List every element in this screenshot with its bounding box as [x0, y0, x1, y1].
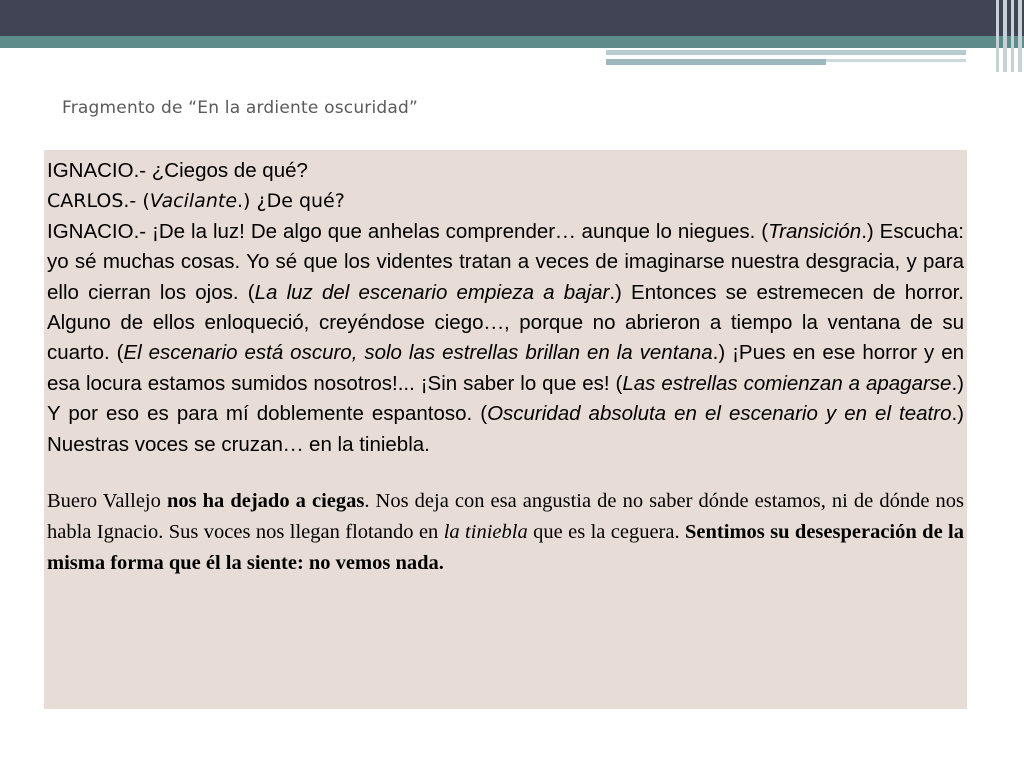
- header-accent-line: [606, 59, 826, 65]
- commentary-emphasis: Sentimos su desesperación de la misma forma que él la siente: no vemos nada.: [47, 521, 965, 575]
- ellipsis: …: [282, 433, 304, 456]
- speaker-carlos: CARLOS.- (: [47, 190, 150, 213]
- carlos-question: .) ¿De qué?: [237, 190, 345, 213]
- dialogue-line-carlos: [47, 186, 964, 216]
- header-accent-line: [606, 50, 966, 55]
- commentary-text: que es la ceguera.: [527, 521, 686, 544]
- dialogue-text-segment: .) Nuestras voces se cruzan: [47, 402, 964, 456]
- dialogue-text-segment: en la tiniebla.: [303, 432, 430, 456]
- stage-direction: Vacilante: [149, 190, 238, 213]
- ellipsis: …: [483, 312, 505, 335]
- stage-direction: La luz del escenario empieza a bajar: [254, 280, 610, 304]
- stage-direction: Las estrellas comienzan a apagarse: [622, 371, 952, 395]
- slide-title: Fragmento de “En la ardiente oscuridad”: [62, 98, 419, 118]
- dialogue-text-segment: , porque no abrieron a tiempo la ventana de su cuarto. (: [47, 311, 964, 365]
- dialogue-text-segment: IGNACIO.- ¡De la luz! De algo que anhelas comprender: [47, 219, 556, 243]
- dialogue-text-segment: .) Y por eso es para mí doblemente espantoso. (: [47, 371, 964, 426]
- commentary-italic: la tiniebla: [443, 521, 528, 544]
- stage-direction: El escenario está oscuro, solo las estrellas brillan en la ventana: [123, 341, 713, 365]
- stage-direction: Oscuridad absoluta en el escenario y en el teatro: [487, 402, 952, 426]
- dialogue-text-segment: .) ¡Pues en ese horror y en esa locura estamos sumidos nosotros!... ¡Sin saber lo que es! (: [47, 341, 965, 395]
- dialogue-text-segment: .) Entonces se estremecen de horror. Alguno de ellos enloqueció, creyéndose ciego: [47, 280, 964, 335]
- commentary-text: Buero Vallejo: [47, 490, 167, 513]
- header-accent-line: [826, 59, 966, 62]
- ellipsis: …: [555, 220, 576, 243]
- commentary-emphasis: nos ha dejado a ciegas: [166, 490, 365, 513]
- stage-direction: Transición: [768, 219, 862, 243]
- dialogue-line-ignacio: IGNACIO.- ¿Ciegos de qué?: [47, 159, 308, 182]
- header-band-dark: [0, 0, 1024, 36]
- content-box: [44, 150, 967, 709]
- header-band-teal: [0, 36, 1024, 48]
- header-vertical-bars: [994, 0, 1024, 72]
- dialogue-text-segment: aunque lo niegues. (: [575, 219, 769, 243]
- dialogue-text: [47, 156, 964, 460]
- commentary-text: . Nos deja con esa angustia de no saber dónde estamos, ni de dónde nos habla Ignacio. Sus voces nos llegan flotando en: [47, 490, 964, 544]
- dialogue-text-segment: .) Escucha: yo sé muchas cosas. Yo sé que los videntes tratan a veces de imaginarse nuestra desgracia, y para ello cierran los ojos. (: [47, 219, 964, 304]
- commentary-paragraph: [47, 486, 964, 579]
